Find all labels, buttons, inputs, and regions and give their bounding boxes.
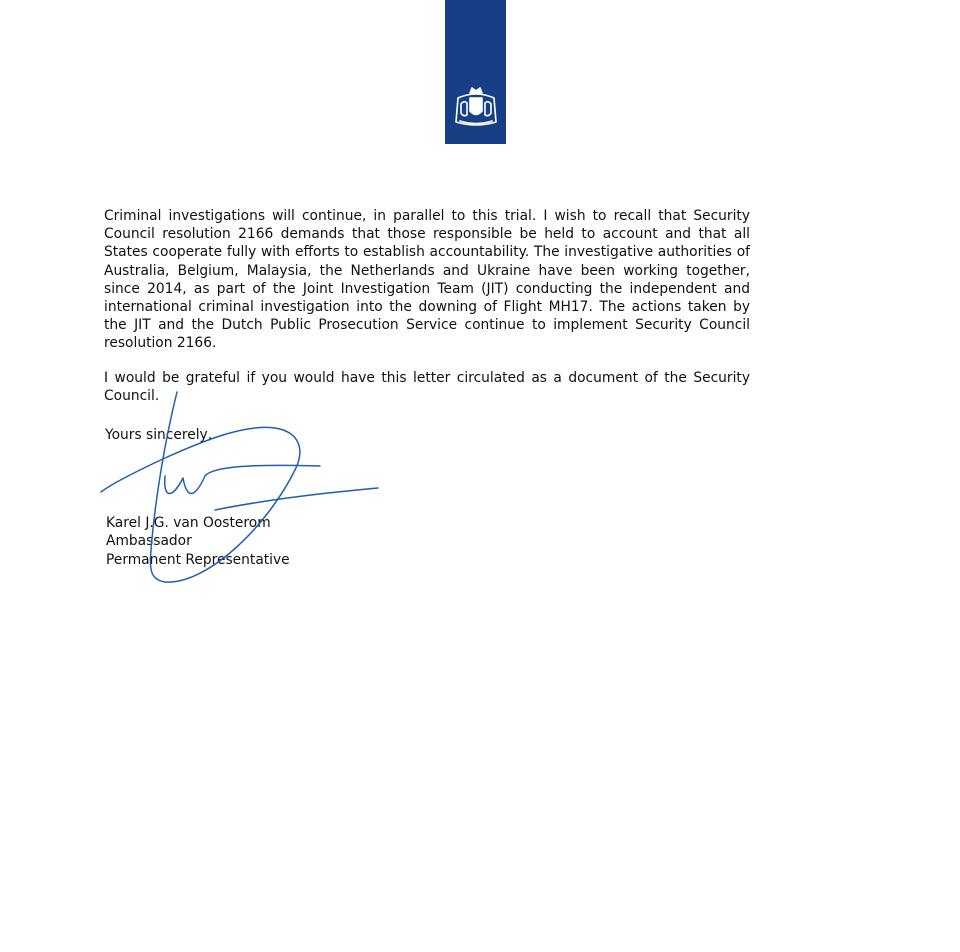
signatory-block bbox=[106, 514, 290, 569]
royal-coat-of-arms-icon bbox=[450, 84, 502, 130]
signatory-name: Karel J.G. van Oosterom bbox=[106, 515, 271, 531]
signatory-role: Permanent Representative bbox=[106, 551, 290, 568]
letter-paragraph-investigations: Criminal investigations will continue, in parallel to this trial. I wish to recall that Security Council resolution 2166 demands that those responsible be held to account and that all States cooperate fully with efforts to establish accountability. The investigative authorities of Australia, Belgium, Malaysia, the Netherlands and Ukraine have been working together, since 2014, as part of the Joint Investigation Team (JIT) conducting the independent and international criminal investigation into the downing of Flight MH17. The actions taken by the JIT and the Dutch Public Prosecution Service continue to implement Security Council resolution 2166. bbox=[104, 208, 750, 352]
signatory-title: Ambassador bbox=[106, 533, 192, 550]
letter-closing: Yours sincerely, bbox=[105, 427, 213, 443]
letter-paragraph-circulation-request: I would be grateful if you would have this letter circulated as a document of the Security Council. bbox=[104, 369, 750, 404]
letter-body bbox=[104, 207, 750, 405]
